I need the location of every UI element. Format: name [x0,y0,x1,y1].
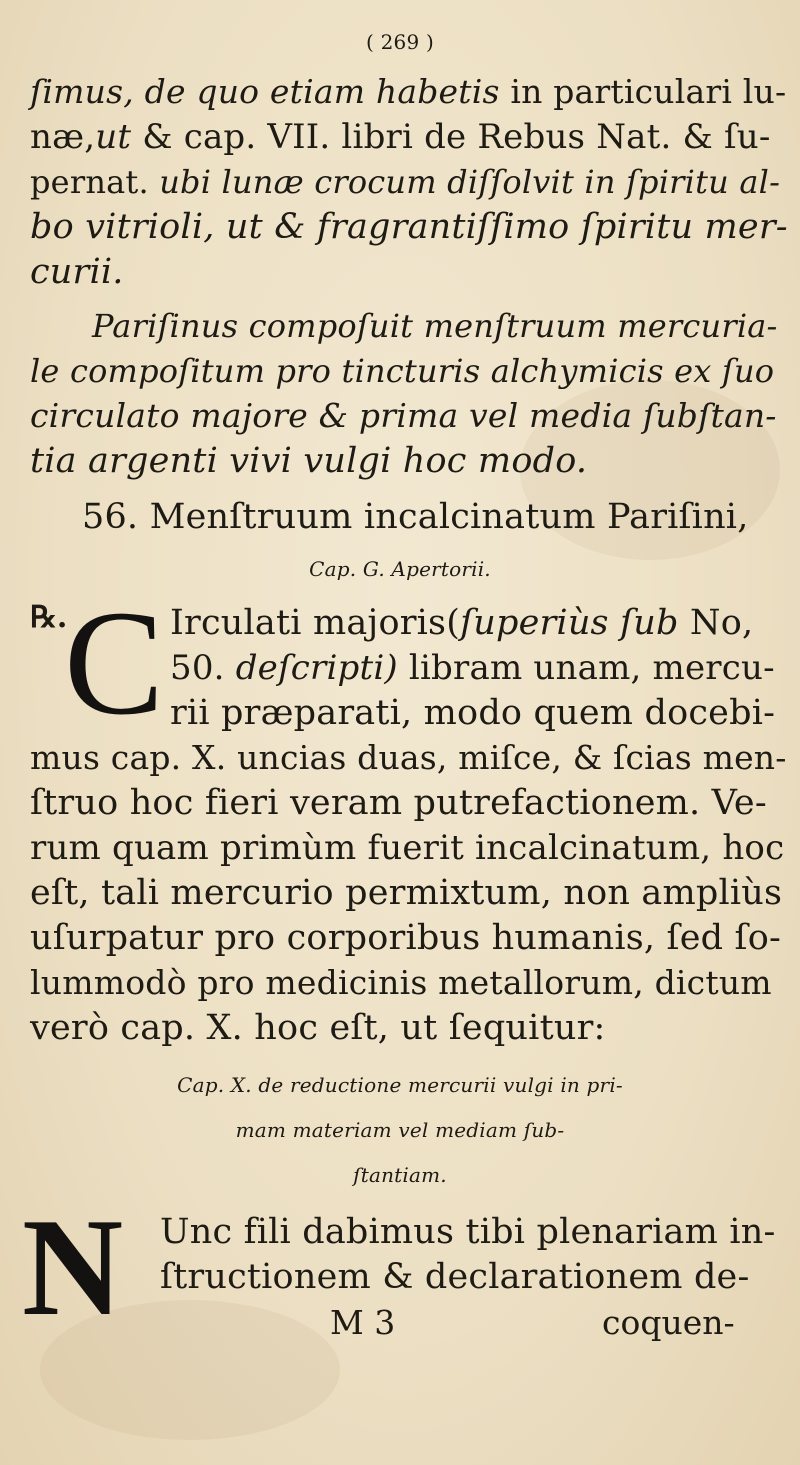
text-line: Irculati majoris(ſuperiùs ſub No, [170,603,754,643]
text-line: rum quam primùm fuerit incalcinatum, hoc [30,828,785,868]
text-line: circulato majore & prima vel media ſubſtan- [30,396,777,435]
text-line: uſurpatur pro corporibus humanis, ſed ſo- [30,918,782,958]
section-heading: 56. Menſtruum incalcinatum Pariſini, [82,497,749,537]
text-line: eſt, tali mercurio permixtum, non ampliùs [30,873,783,913]
text-line: tia argenti vivi vulgi hoc modo. [30,441,588,481]
drop-cap-c: C [64,580,165,746]
text-line: 50. deſcripti) libram unam, mercu- [170,648,775,688]
drop-cap-n: N [22,1190,124,1345]
recipe-symbol: ℞. [30,600,68,635]
text-line: rii præparati, modo quem docebi- [170,693,776,733]
text-line: ſimus, de quo etiam habetis in particulari lu- [30,72,787,111]
text-line: bo vitrioli, ut & fragrantiſſimo ſpiritu mer- [30,207,788,247]
chapter-heading: mam materiam vel mediam ſub- [235,1118,565,1142]
chapter-heading: Cap. X. de reductione mercurii vulgi in pri- [177,1073,623,1097]
text-line: verò cap. X. hoc eſt, ut ſequitur: [30,1008,606,1048]
catchword: coquen- [602,1303,735,1342]
page-number: ( 269 ) [366,30,434,54]
text-line: ſtruo hoc fieri veram putrefactionem. Ve- [30,783,767,823]
text-line: Unc fili dabimus tibi plenariam in- [160,1212,776,1252]
text-line: mus cap. X. uncias duas, miſce, & ſcias men- [30,738,787,777]
text-line: ſtructionem & declarationem de- [160,1257,750,1297]
text-line: næ,ut & cap. VII. libri de Rebus Nat. & ſu- [30,117,771,157]
text-line: lummodò pro medicinis metallorum, dictum [30,963,772,1002]
signature-mark: M 3 [330,1303,396,1342]
chapter-reference: Cap. G. Apertorii. [309,557,491,581]
chapter-heading: ſtantiam. [353,1163,447,1187]
text-line: pernat. ubi lunæ crocum diſſolvit in ſpiritu al- [30,163,781,201]
text-line: le compoſitum pro tincturis alchymicis ex ſuo [30,352,775,390]
text-line: curii. [30,252,124,292]
text-line: Pariſinus compoſuit menſtruum mercuria- [92,307,778,345]
